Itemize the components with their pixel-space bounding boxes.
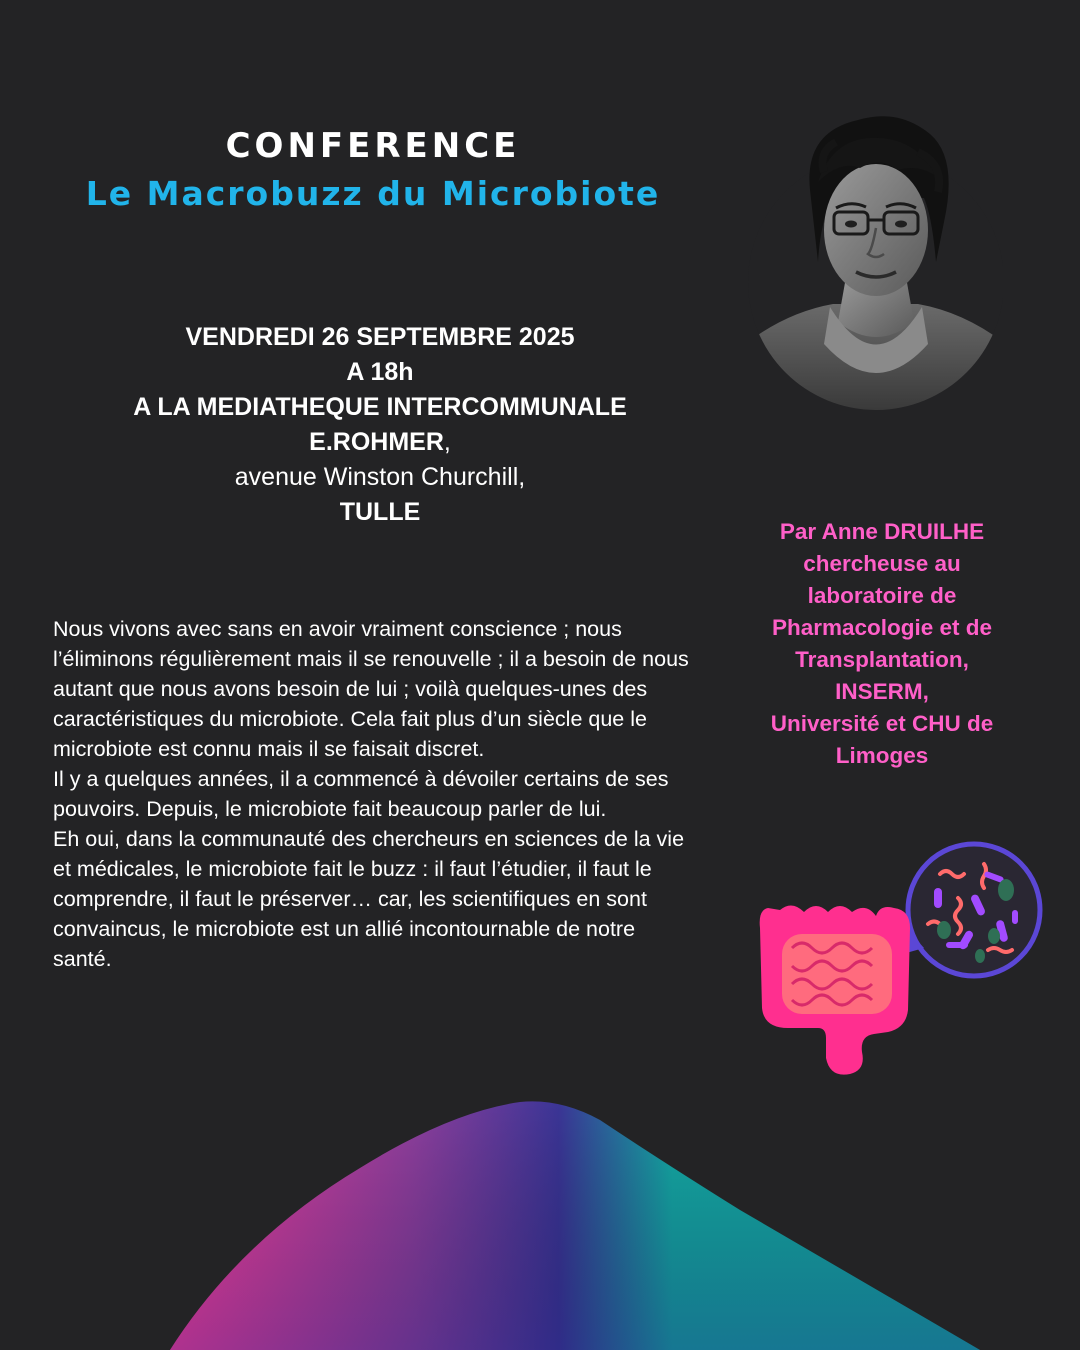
event-time: A 18h bbox=[346, 358, 414, 386]
speaker-line: Par Anne DRUILHE bbox=[779, 519, 985, 544]
speaker-line: Université et CHU de bbox=[770, 711, 994, 736]
speaker-line: chercheuse au bbox=[803, 551, 961, 576]
conference-title: Le Macrobuzz du Microbiote bbox=[85, 174, 661, 213]
conference-label: CONFERENCE bbox=[225, 126, 521, 166]
speaker-line: Pharmacologie et de bbox=[771, 615, 993, 640]
event-venue-name-punct: , bbox=[443, 428, 451, 456]
event-venue: A LA MEDIATHEQUE INTERCOMMUNALE bbox=[133, 393, 627, 421]
event-details bbox=[40, 320, 720, 530]
description-paragraph-3: Eh oui, dans la communauté des chercheurs en sciences de la vie et médicales, le microbiote fait le buzz : il faut l’étudier, il faut le comprendre, il faut le préserver… car, les scientifiques en sont convaincus, le microbiote est un allié incontournable de notre santé. bbox=[53, 827, 685, 971]
speaker-info bbox=[744, 516, 1020, 772]
description-paragraph-2: Il y a quelques années, il a commencé à dévoiler certains de ses pouvoirs. Depuis, le microbiote fait beaucoup parler de lui. bbox=[53, 767, 669, 821]
event-venue-name: E.ROHMER bbox=[309, 428, 444, 456]
speaker-line: laboratoire de bbox=[807, 583, 957, 608]
event-venue-name-line bbox=[40, 425, 720, 460]
speaker-line: INSERM, bbox=[835, 679, 929, 704]
event-address: avenue Winston Churchill, bbox=[234, 463, 526, 491]
speaker-line: Limoges bbox=[835, 743, 929, 768]
speaker-portrait-icon bbox=[748, 112, 1003, 410]
speaker-line: Transplantation, bbox=[795, 647, 969, 672]
description-paragraph-1: Nous vivons avec sans en avoir vraiment conscience ; nous l’éliminons régulièrement mais il se renouvelle ; il a besoin de nous autant que nous avons besoin de lui ; voilà quelques-unes des caractéristiques du microbiote. Cela fait plus d’un siècle que le microbiote est connu mais il se faisait discret. bbox=[53, 617, 689, 761]
decorative-wave bbox=[0, 1090, 1080, 1350]
gut-microbiome-icon bbox=[748, 838, 1048, 1082]
event-date: VENDREDI 26 SEPTEMBRE 2025 bbox=[185, 323, 575, 351]
event-city: TULLE bbox=[339, 498, 421, 526]
description bbox=[53, 614, 693, 974]
